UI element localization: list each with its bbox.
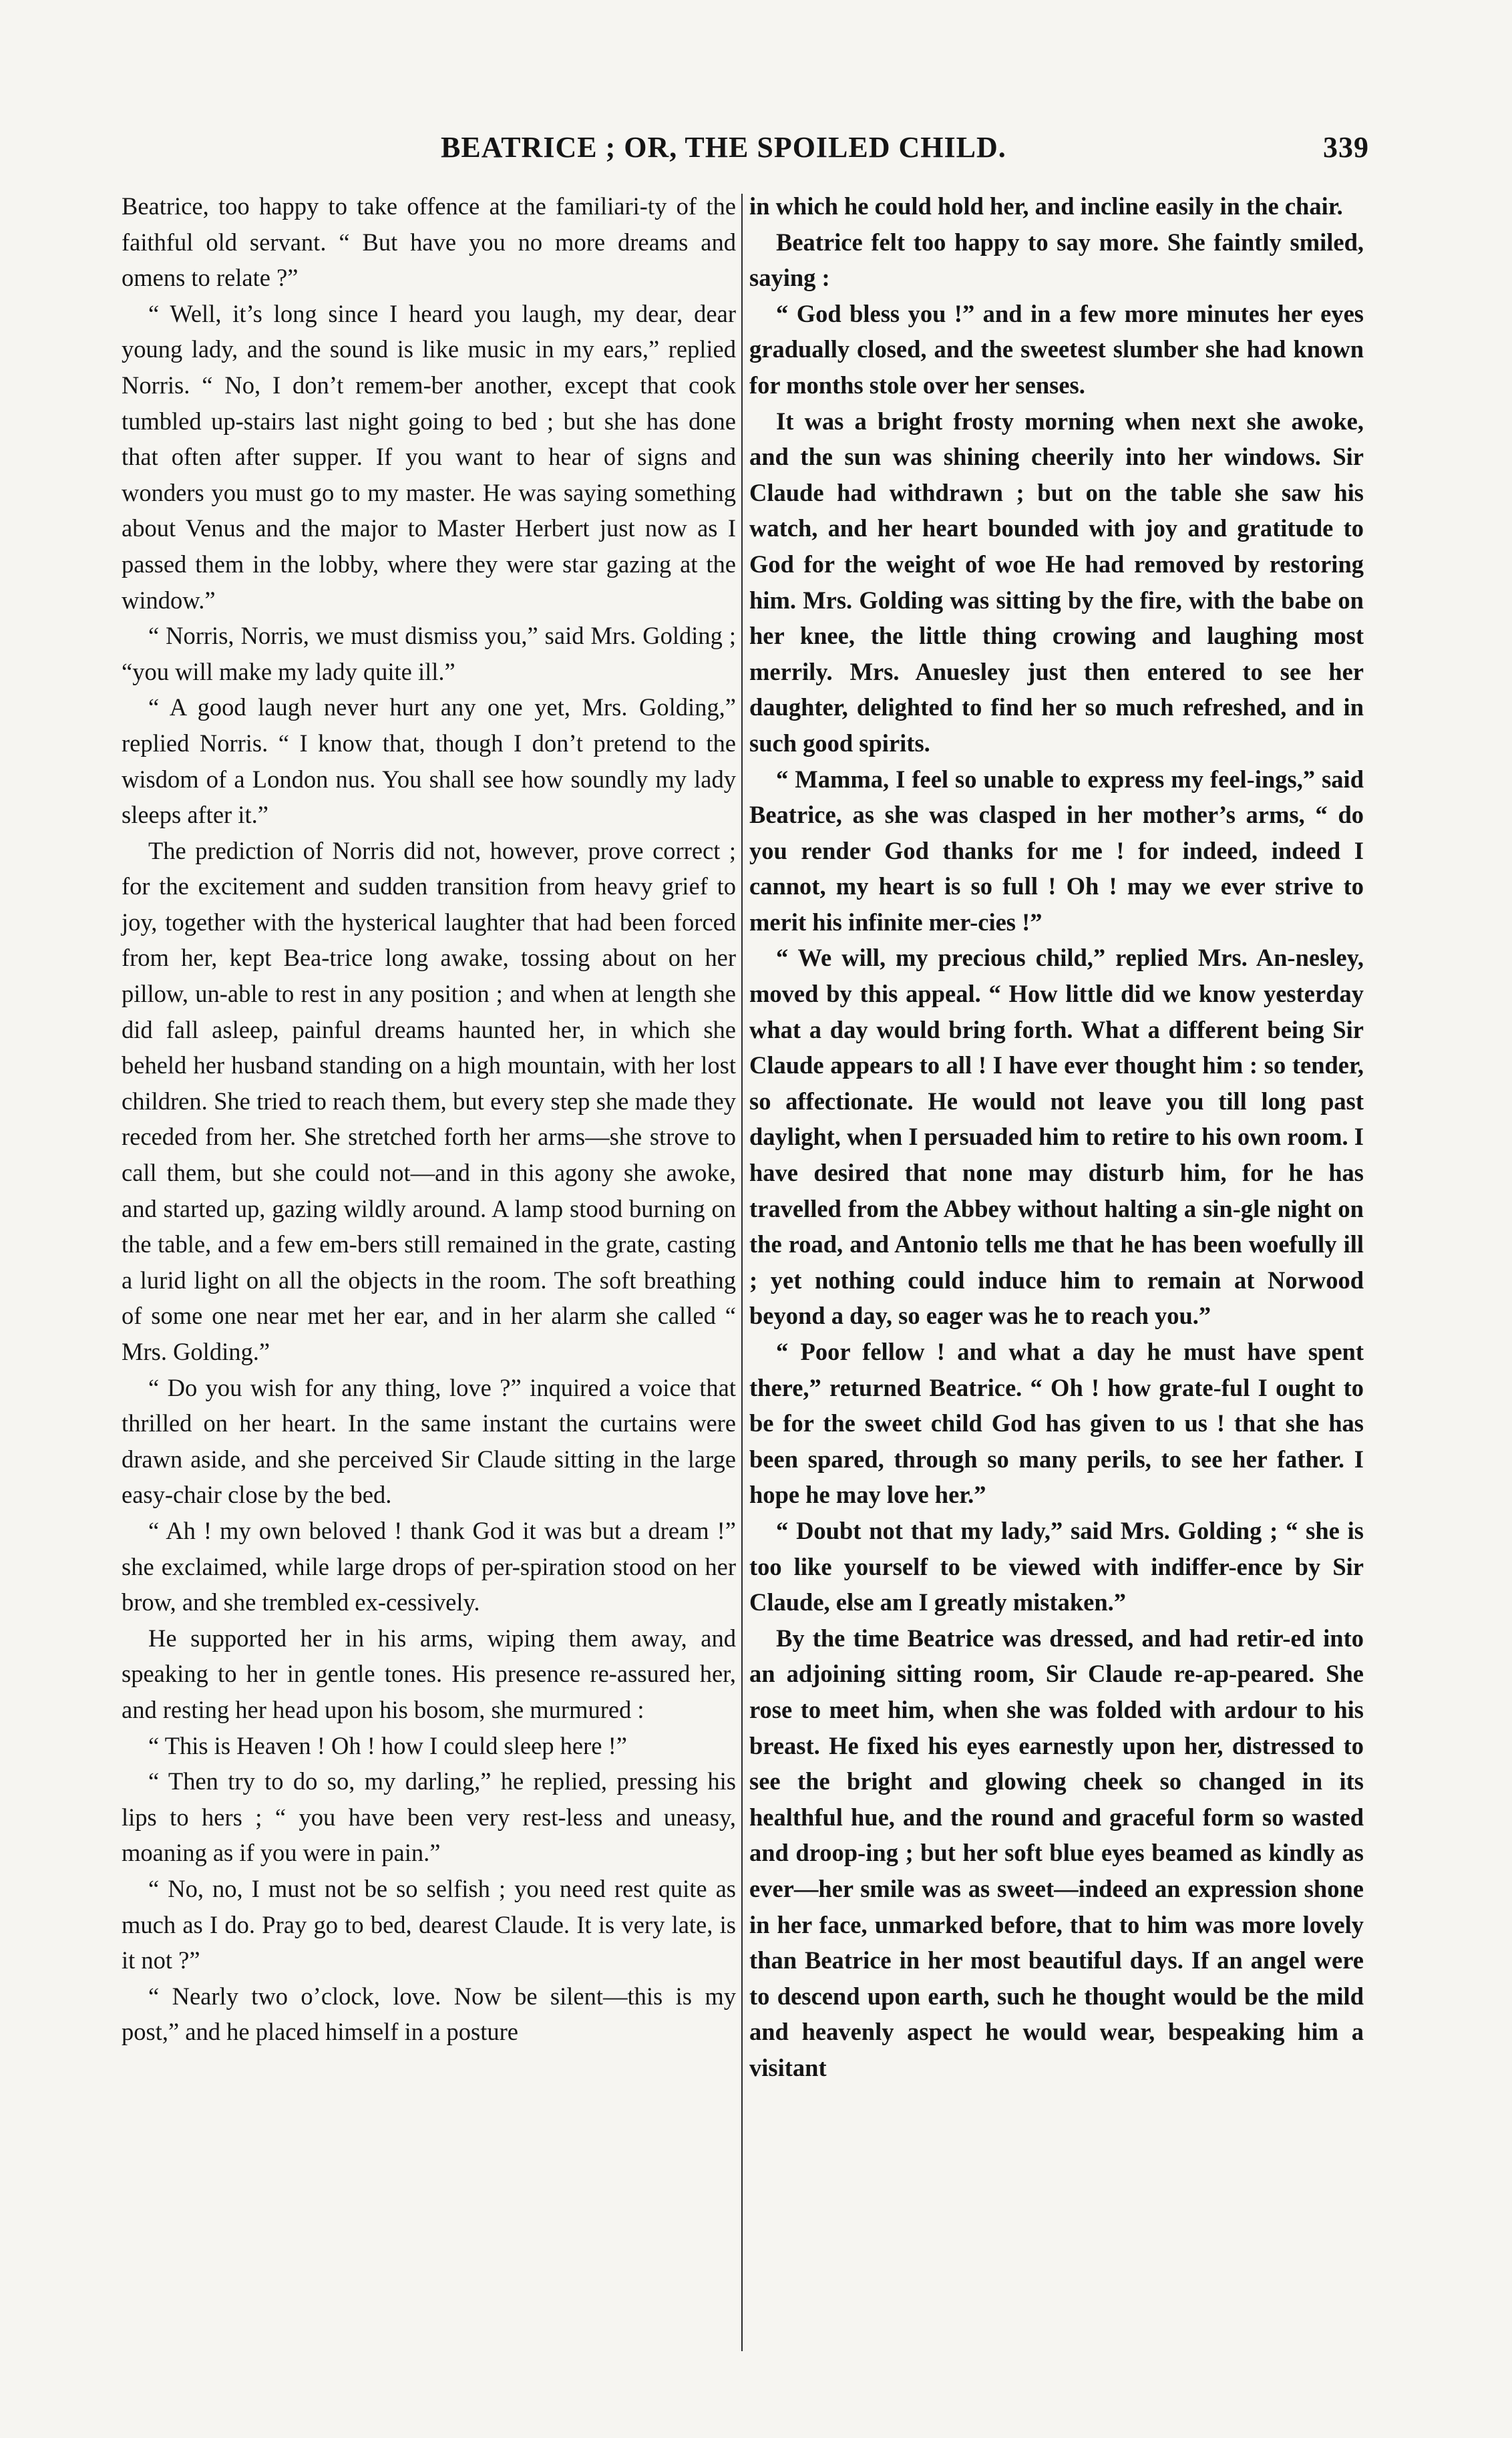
paragraph: Beatrice, too happy to take offence at the familiari-ty of the faithful old servant. “ But have you no more dreams and omens to relate ?” [122,192,736,292]
paragraph: “ A good laugh never hurt any one yet, Mrs. Golding,” replied Norris. “ I know that, though I don’t pretend to the wisdom of a London nus. You shall see how soundly my lady sleeps after it.” [122,693,736,829]
paragraph: “ No, no, I must not be so selfish ; you need rest quite as much as I do. Pray go to bed, dearest Claude. It is very late, is it not ?” [122,1874,736,1974]
paragraph: “ Mamma, I feel so unable to express my feel-ings,” said Beatrice, as she was clasped in her mother’s arms, “ do you render God thanks for me ! for indeed, indeed I cannot, my heart is so full ! Oh ! may we ever strive to merit his infinite mer-cies !” [749,765,1364,936]
paragraph: “ Ah ! my own beloved ! thank God it was but a dream !” she exclaimed, while large drops of per-spiration stood on her brow, and she trembled ex-cessively. [122,1516,736,1616]
paragraph: “ Then try to do so, my darling,” he replied, pressing his lips to hers ; “ you have been very rest-less and uneasy, moaning as if you were in pain.” [122,1767,736,1867]
paragraph: “ Well, it’s long since I heard you laugh, my dear, dear young lady, and the sound is like music in my ears,” replied Norris. “ No, I don’t remem-ber another, except that cook tumbled up-stairs last night going to bed ; but she has done that often after supper. If you want to hear of signs and wonders you must go to my master. He was saying something about Venus and the major to Master Herbert just now as I passed them in the lobby, where they were star gazing at the window.” [122,299,736,614]
paragraph: He supported her in his arms, wiping them away, and speaking to her in gentle tones. His presence re-assured her, and resting her head upon his bosom, she murmured : [122,1624,736,1723]
paragraph: “ Do you wish for any thing, love ?” inquired a voice that thrilled on her heart. In the same instant the curtains were drawn aside, and she perceived Sir Claude sitting in the large easy-chair close by the bed. [122,1373,736,1509]
left-column [122,188,736,2050]
running-head [120,130,1369,177]
right-column [749,188,1364,2085]
paragraph: in which he could hold her, and incline easily in the chair. [749,192,1343,220]
paragraph: “ Nearly two o’clock, love. Now be silent—this is my post,” and he placed himself in a posture [122,1982,736,2046]
column-divider [741,194,743,2351]
paragraph: By the time Beatrice was dressed, and had retir-ed into an adjoining sitting room, Sir Claude re-ap-peared. She rose to meet him, when she was folded with ardour to his breast. He fixed his eyes earnestly upon her, distressed to see the bright and glowing cheek so changed in its healthful hue, and the round and graceful form so wasted and droop-ing ; but her soft blue eyes beamed as kindly as ever—her smile was as sweet—indeed an expression shone in her face, unmarked before, that to him was more lovely than Beatrice in her most beautiful days. If an angel were to descend upon earth, such he thought would be the mild and heavenly aspect he would wear, bespeaking him a visitant [749,1624,1364,2081]
paragraph: “ Doubt not that my lady,” said Mrs. Golding ; “ she is too like yourself to be viewed with indiffer-ence by Sir Claude, else am I greatly mistaken.” [749,1516,1364,1616]
paragraph: “ This is Heaven ! Oh ! how I could sleep here !” [148,1731,627,1759]
paragraph: Beatrice felt too happy to say more. She faintly smiled, saying : [749,228,1364,292]
running-title: BEATRICE ; OR, THE SPOILED CHILD. [441,131,1006,164]
paragraph: “ We will, my precious child,” replied Mrs. An-nesley, moved by this appeal. “ How little did we know yesterday what a day would bring forth. What a different being Sir Claude appears to all ! I have ever thought him : so tender, so affectionate. He would not leave you till long past daylight, when I persuaded him to retire to his own room. I have desired that none may disturb him, for he has travelled from the Abbey without halting a sin-gle night on the road, and Antonio tells me that he has been woefully ill ; yet nothing could induce him to remain at Norwood beyond a day, so eager was he to reach you.” [749,944,1364,1330]
paragraph: “ Norris, Norris, we must dismiss you,” said Mrs. Golding ; “you will make my lady quite ill.” [122,622,736,685]
paragraph: It was a bright frosty morning when next she awoke, and the sun was shining cheerily into her windows. Sir Claude had withdrawn ; but on the table she saw his watch, and her heart bounded with joy and gratitude to God for the weight of woe He had removed by restoring him. Mrs. Golding was sitting by the fire, with the babe on her knee, the little thing crowing and laughing most merrily. Mrs. Anuesley just then entered to see her daughter, delighted to find her so much refreshed, and in such good spirits. [749,407,1364,757]
page-number: 339 [1323,131,1369,164]
paragraph: The prediction of Norris did not, however, prove correct ; for the excitement and sudden transition from heavy grief to joy, together with the hysterical laughter that had been forced from her, kept Bea-trice long awake, tossing about on her pillow, un-able to rest in any position ; and when at length she did fall asleep, painful dreams haunted her, in which she beheld her husband standing on a high mountain, with her lost children. She tried to reach them, but every step she made they receded from her. She stretched forth her arms—she strove to call them, but she could not—and in this agony she awoke, and started up, gazing wildly around. A lamp stood burning on the table, and a few em-bers still remained in the grate, casting a lurid light on all the objects in the room. The soft breathing of some one near met her ear, and in her alarm she called “ Mrs. Golding.” [122,836,736,1365]
paragraph: “ Poor fellow ! and what a day he must have spent there,” returned Beatrice. “ Oh ! how grate-ful I ought to be for the sweet child God has given to us ! that she has been spared, through so many perils, to see her father. I hope he may love her.” [749,1338,1364,1509]
paragraph: “ God bless you !” and in a few more minutes her eyes gradually closed, and the sweetest slumber she had known for months stole over her senses. [749,299,1364,399]
